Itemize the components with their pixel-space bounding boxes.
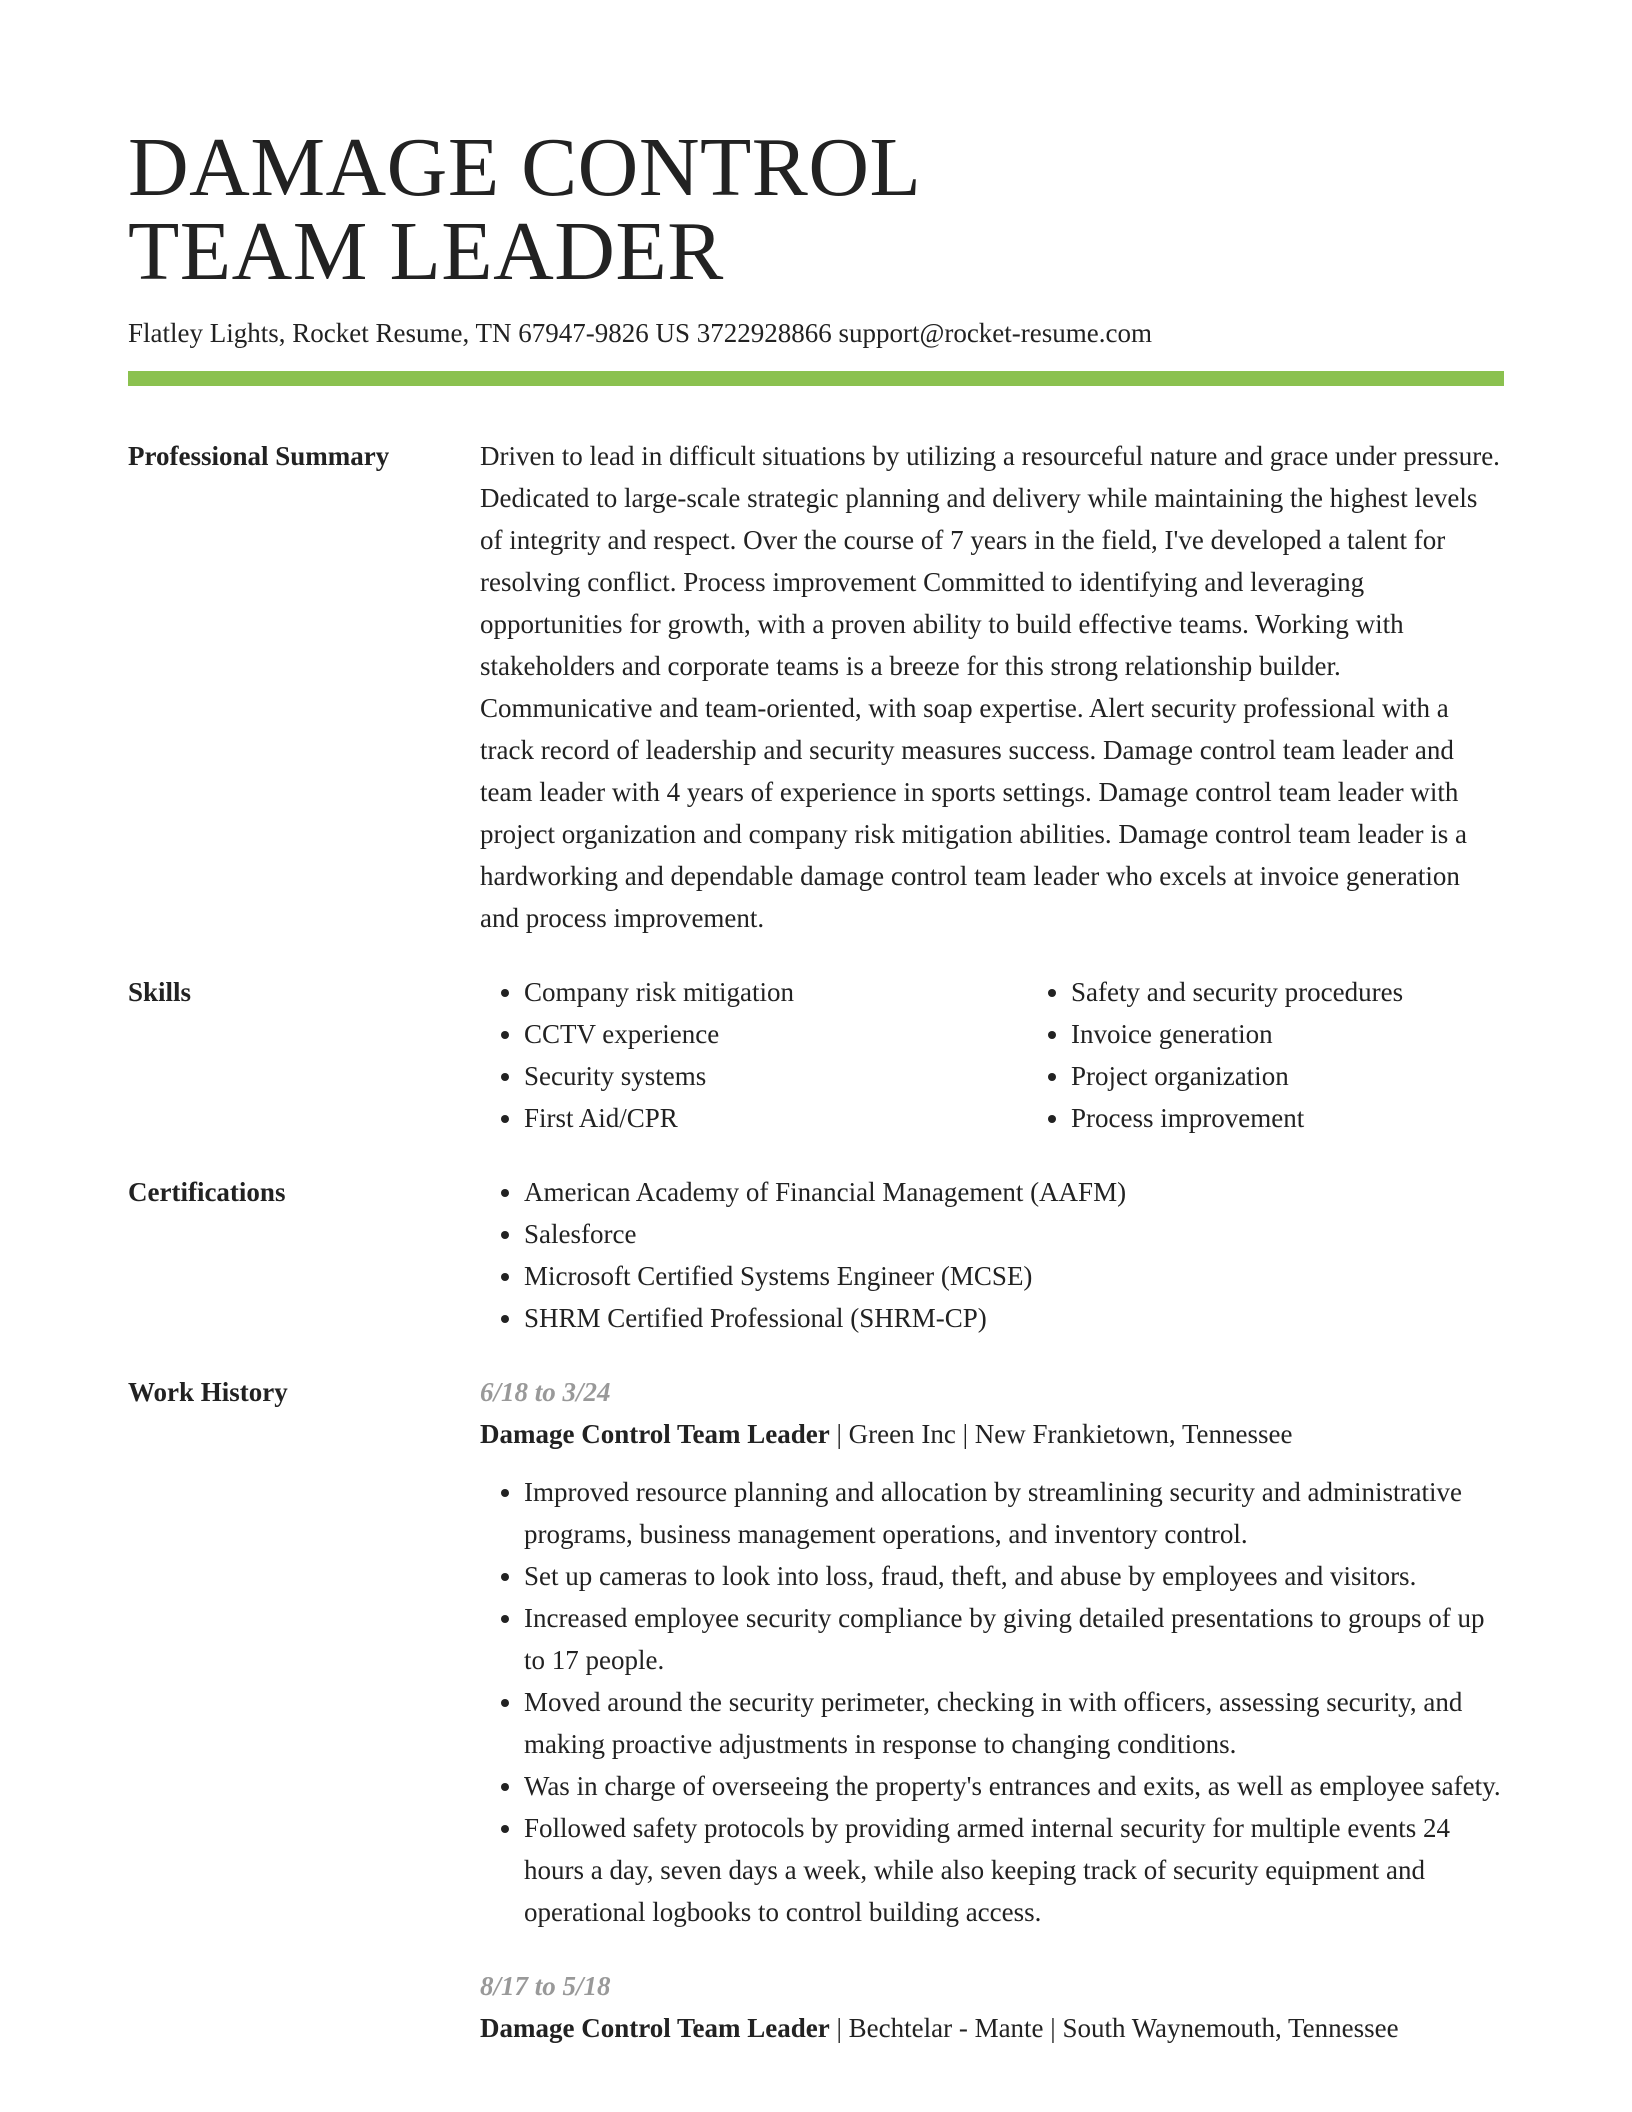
section-label-summary: Professional Summary (128, 441, 390, 471)
job-bullet: • Was in charge of overseeing the property's entrances and exits, as well as employee safety. (524, 1765, 1504, 1807)
job-company-location: | Bechtelar - Mante | South Waynemouth, Tennessee (829, 2013, 1399, 2043)
accent-divider (128, 371, 1504, 386)
skill-item: • CCTV experience (524, 1013, 1027, 1055)
summary-text: Driven to lead in difficult situations by utilizing a resourceful nature and grace under pressure. Dedicated to large-scale strategic planning and delivery while maintaining the highest levels of integrity and respect. Over the course of 7 years in the field, I've developed a talent for resolving conflict. Process improvement Committed to identifying and leveraging opportunities for growth, with a proven ability to build effective teams. Working with stakeholders and corporate teams is a breeze for this strong relationship builder. Communicative and team-oriented, with soap expertise. Alert security professional with a track record of leadership and security measures success. Damage control team leader and team leader with 4 years of experience in sports settings. Damage control team leader with project organization and company risk mitigation abilities. Damage control team leader is a hardworking and dependable damage control team leader who excels at invoice generation and process improvement. (480, 441, 1500, 933)
skill-item: • Security systems (524, 1055, 1027, 1097)
skill-item: • Project organization (1071, 1055, 1574, 1097)
certification-item: • SHRM Certified Professional (SHRM-CP) (524, 1297, 1504, 1339)
resume-title (128, 121, 1504, 298)
skill-item: • First Aid/CPR (524, 1097, 1027, 1139)
job-bullets (480, 1471, 1504, 1933)
title-line-1: DAMAGE CONTROL (128, 121, 922, 214)
job-heading (480, 1413, 1504, 1455)
work-history-body (480, 1371, 1504, 2049)
certifications-body (480, 1171, 1504, 1339)
title-line-2: TEAM LEADER (128, 205, 724, 298)
section-label-skills: Skills (128, 977, 192, 1007)
skill-item: • Invoice generation (1071, 1013, 1574, 1055)
job-date: 6/18 to 3/24 (480, 1377, 611, 1407)
job-bullet: • Improved resource planning and allocation by streamlining security and administrative programs, business management operations, and inventory control. (524, 1471, 1504, 1555)
certification-item: • Microsoft Certified Systems Engineer (MCSE) (524, 1255, 1504, 1297)
skills-column-2 (1027, 971, 1574, 1139)
job-heading (480, 2007, 1504, 2049)
skill-item: • Safety and security procedures (1071, 971, 1574, 1013)
section-label-work: Work History (128, 1377, 288, 1407)
job-bullet: • Moved around the security perimeter, checking in with officers, assessing security, and making proactive adjustments in response to changing conditions. (524, 1681, 1504, 1765)
resume-page (128, 121, 1504, 2049)
certifications-list (480, 1171, 1504, 1339)
job-title: Damage Control Team Leader (480, 1419, 830, 1449)
skills-grid (480, 971, 1574, 1139)
certifications-section (128, 1171, 1504, 1339)
job-bullet: • Followed safety protocols by providing armed internal security for multiple events 24 hours a day, seven days a week, while also keeping track of security equipment and operational logbooks to control building access. (524, 1807, 1504, 1933)
skills-section (128, 971, 1504, 1139)
job-entry (480, 1965, 1504, 2049)
job-title: Damage Control Team Leader (480, 2013, 830, 2043)
skill-item: • Company risk mitigation (524, 971, 1027, 1013)
section-label-certifications: Certifications (128, 1177, 286, 1207)
skill-item: • Process improvement (1071, 1097, 1574, 1139)
skills-column-1 (480, 971, 1027, 1139)
job-bullet: • Set up cameras to look into loss, fraud, theft, and abuse by employees and visitors. (524, 1555, 1504, 1597)
job-bullet: • Increased employee security compliance by giving detailed presentations to groups of up to 17 people. (524, 1597, 1504, 1681)
job-entry (480, 1371, 1504, 1933)
job-company-location: | Green Inc | New Frankietown, Tennessee (829, 1419, 1293, 1449)
certification-item: • American Academy of Financial Management (AAFM) (524, 1171, 1504, 1213)
certification-item: • Salesforce (524, 1213, 1504, 1255)
job-date: 8/17 to 5/18 (480, 1971, 611, 2001)
work-history-section (128, 1371, 1504, 2049)
professional-summary-section (128, 435, 1504, 939)
contact-line: Flatley Lights, Rocket Resume, TN 67947-9826 US 3722928866 support@rocket-resume.com (128, 318, 1152, 348)
